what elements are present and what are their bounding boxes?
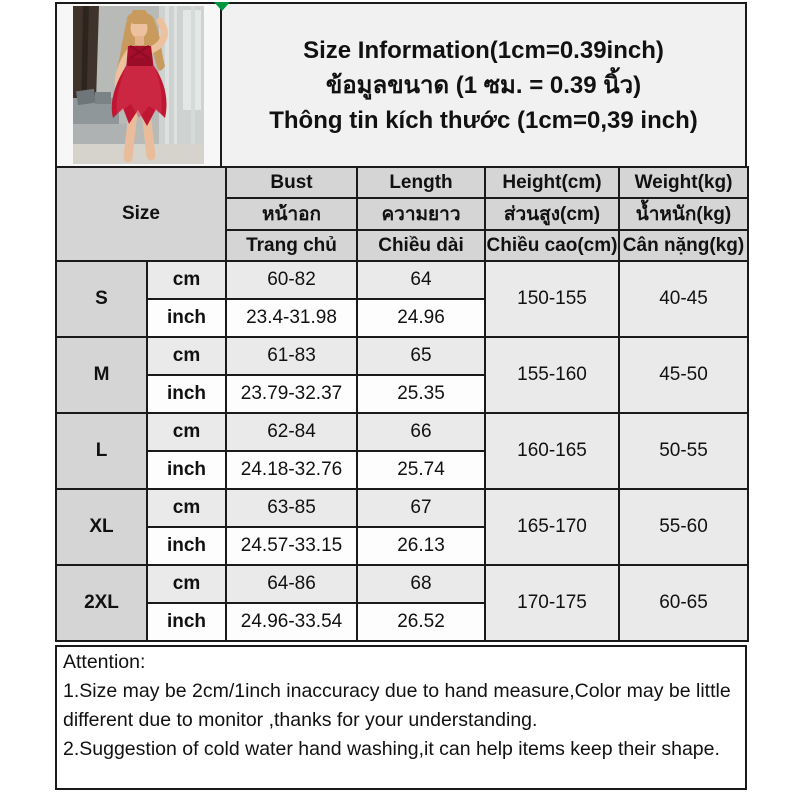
attention-section xyxy=(55,645,747,790)
table-row xyxy=(56,413,748,451)
title-vietnamese: Thông tin kích thước (1cm=0,39 inch) xyxy=(269,106,698,134)
col-header-length-vi: Chiều dài xyxy=(357,230,485,261)
size-label-s: S xyxy=(56,261,147,337)
weight-value: 60-65 xyxy=(619,565,748,641)
bust-cm-value: 64-86 xyxy=(226,565,357,603)
title-english: Size Information(1cm=0.39inch) xyxy=(303,36,664,64)
bust-cm-value: 61-83 xyxy=(226,337,357,375)
unit-cm: cm xyxy=(147,261,226,299)
unit-inch: inch xyxy=(147,451,226,489)
attention-heading: Attention: xyxy=(63,651,146,673)
unit-inch: inch xyxy=(147,603,226,641)
col-header-length-th: ความยาว xyxy=(357,198,485,230)
col-header-height-vi: Chiều cao(cm) xyxy=(485,230,619,261)
table-row xyxy=(56,489,748,527)
length-cm-value: 68 xyxy=(357,565,485,603)
attention-note-2: 2.Suggestion of cold water hand washing,it can help items keep their shape. xyxy=(63,738,720,760)
unit-cm: cm xyxy=(147,489,226,527)
unit-cm: cm xyxy=(147,337,226,375)
bust-inch-value: 23.79-32.37 xyxy=(226,375,357,413)
top-section xyxy=(55,2,747,168)
bust-inch-value: 24.57-33.15 xyxy=(226,527,357,565)
height-value: 165-170 xyxy=(485,489,619,565)
table-row xyxy=(56,337,748,375)
product-photo-cell xyxy=(57,4,222,166)
length-inch-value: 26.13 xyxy=(357,527,485,565)
col-header-bust-vi: Trang chủ xyxy=(226,230,357,261)
bust-cm-value: 63-85 xyxy=(226,489,357,527)
weight-value: 40-45 xyxy=(619,261,748,337)
col-header-bust-en: Bust xyxy=(226,167,357,198)
col-header-weight-th: น้ำหนัก(kg) xyxy=(619,198,748,230)
length-inch-value: 25.74 xyxy=(357,451,485,489)
bust-inch-value: 24.18-32.76 xyxy=(226,451,357,489)
bust-inch-value: 24.96-33.54 xyxy=(226,603,357,641)
green-corner-mark xyxy=(214,2,230,11)
length-cm-value: 66 xyxy=(357,413,485,451)
size-header-cell: Size xyxy=(56,167,226,261)
header-row-en xyxy=(56,167,748,198)
product-photo xyxy=(73,6,204,164)
attention-note-1: 1.Size may be 2cm/1inch inaccuracy due to hand measure,Color may be little different due to monitor ,thanks for your understanding. xyxy=(63,680,731,731)
height-value: 170-175 xyxy=(485,565,619,641)
title-thai: ข้อมูลขนาด (1 ซม. = 0.39 นิ้ว) xyxy=(325,71,642,99)
col-header-bust-th: หน้าอก xyxy=(226,198,357,230)
bust-inch-value: 23.4-31.98 xyxy=(226,299,357,337)
size-label-m: M xyxy=(56,337,147,413)
col-header-height-en: Height(cm) xyxy=(485,167,619,198)
weight-value: 45-50 xyxy=(619,337,748,413)
size-label-2xl: 2XL xyxy=(56,565,147,641)
bust-cm-value: 60-82 xyxy=(226,261,357,299)
size-label-xl: XL xyxy=(56,489,147,565)
height-value: 150-155 xyxy=(485,261,619,337)
weight-value: 50-55 xyxy=(619,413,748,489)
length-inch-value: 26.52 xyxy=(357,603,485,641)
col-header-height-th: ส่วนสูง(cm) xyxy=(485,198,619,230)
length-cm-value: 67 xyxy=(357,489,485,527)
unit-inch: inch xyxy=(147,527,226,565)
length-cm-value: 65 xyxy=(357,337,485,375)
table-row xyxy=(56,565,748,603)
size-table xyxy=(55,166,749,642)
unit-cm: cm xyxy=(147,413,226,451)
col-header-length-en: Length xyxy=(357,167,485,198)
length-cm-value: 64 xyxy=(357,261,485,299)
bust-cm-value: 62-84 xyxy=(226,413,357,451)
unit-cm: cm xyxy=(147,565,226,603)
height-value: 155-160 xyxy=(485,337,619,413)
col-header-weight-vi: Cân nặng(kg) xyxy=(619,230,748,261)
unit-inch: inch xyxy=(147,375,226,413)
size-info-title-block xyxy=(222,4,745,166)
size-label-l: L xyxy=(56,413,147,489)
weight-value: 55-60 xyxy=(619,489,748,565)
unit-inch: inch xyxy=(147,299,226,337)
model-photo-illustration xyxy=(73,6,204,164)
table-row xyxy=(56,261,748,299)
col-header-weight-en: Weight(kg) xyxy=(619,167,748,198)
height-value: 160-165 xyxy=(485,413,619,489)
length-inch-value: 25.35 xyxy=(357,375,485,413)
length-inch-value: 24.96 xyxy=(357,299,485,337)
